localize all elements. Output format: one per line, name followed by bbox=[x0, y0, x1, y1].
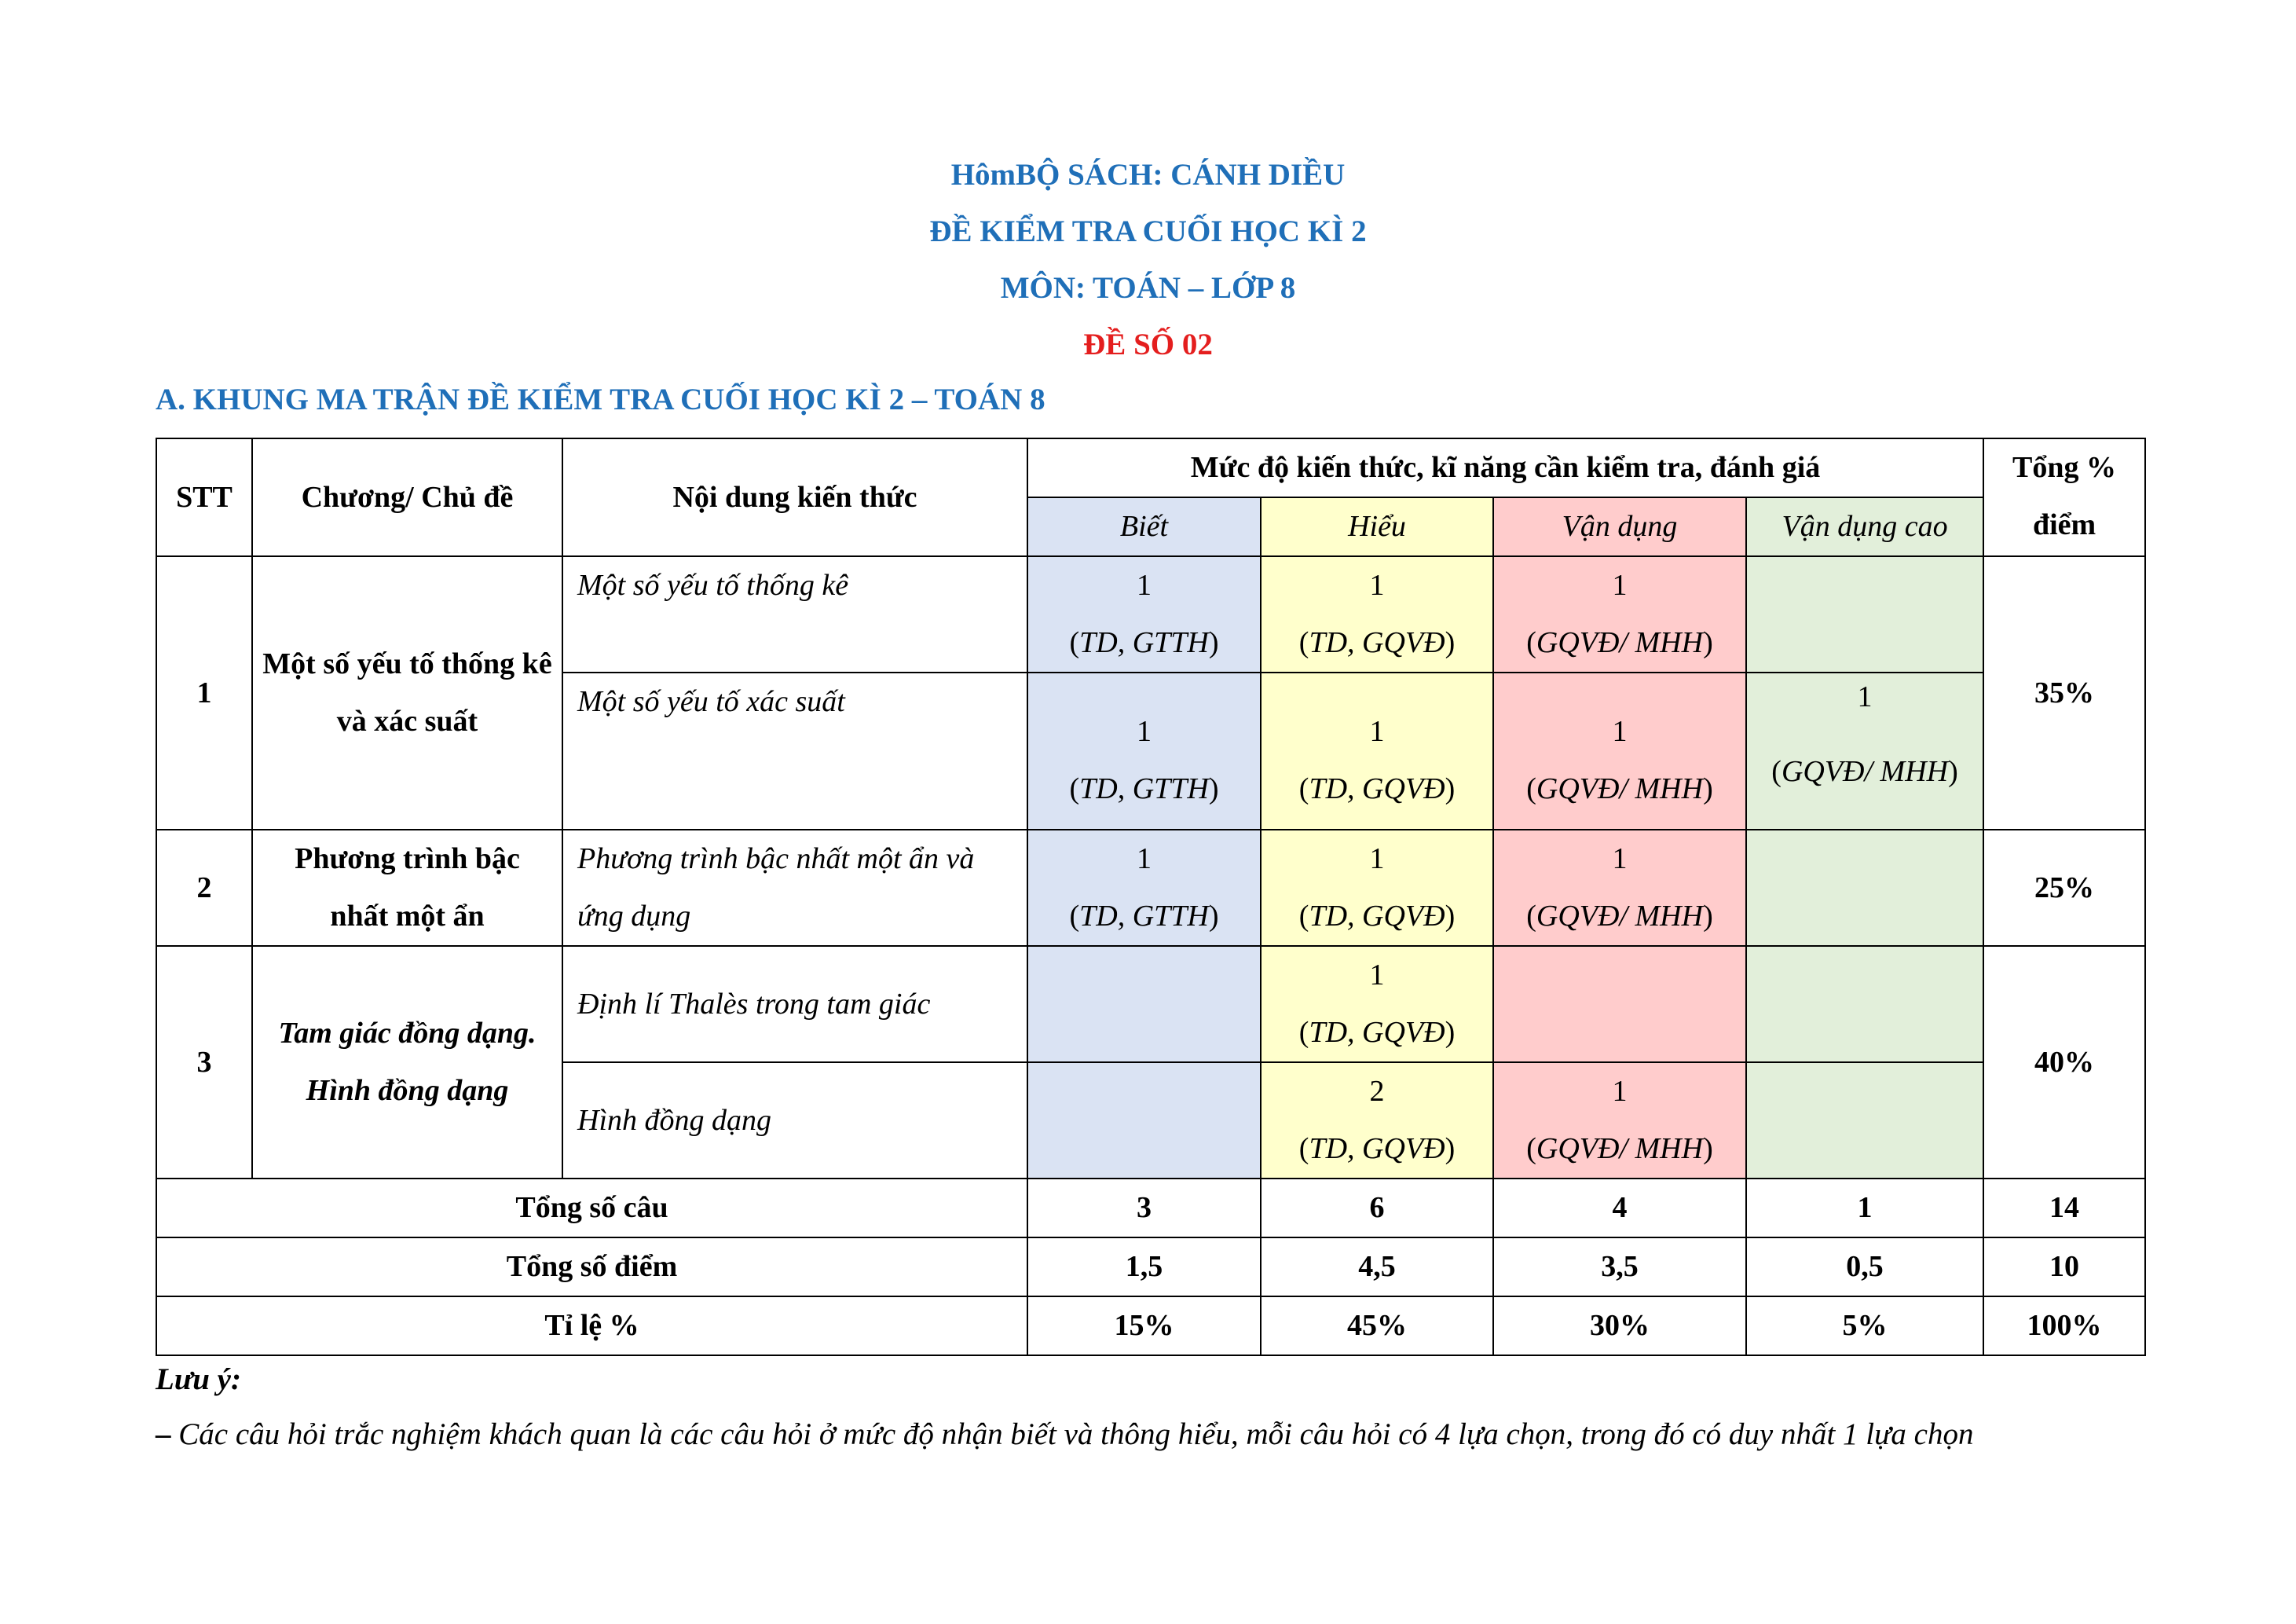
header-content: Nội dung kiến thức bbox=[562, 438, 1027, 556]
count-value: 1 bbox=[1369, 842, 1385, 875]
table-row bbox=[156, 946, 2145, 1062]
vandung-cell: 1 (GQVĐ/ MHH) bbox=[1493, 673, 1746, 830]
note-text bbox=[156, 1417, 2144, 1452]
header-level-vandung: Vận dụng bbox=[1493, 497, 1746, 556]
competency-code: TD, GTTH bbox=[1079, 900, 1209, 933]
exam-title: ĐỀ KIỂM TRA CUỐI HỌC KÌ 2 bbox=[929, 214, 1367, 248]
topic-cell: Tam giác đồng dạng. Hình đồng dạng bbox=[252, 946, 562, 1179]
total-row-questions bbox=[156, 1179, 2145, 1237]
vandungcao-cell bbox=[1746, 830, 1983, 946]
vandung-cell: 1 (GQVĐ/ MHH) bbox=[1493, 830, 1746, 946]
total-value: 6 bbox=[1261, 1179, 1493, 1237]
total-value: 30% bbox=[1493, 1296, 1746, 1355]
count-value: 1 bbox=[1369, 959, 1385, 992]
total-value: 10 bbox=[1983, 1237, 2145, 1296]
stt-cell: 3 bbox=[156, 946, 252, 1179]
matrix-table bbox=[156, 438, 2146, 1356]
competency-code: TD, GQVĐ bbox=[1309, 772, 1445, 805]
table-row bbox=[156, 830, 2145, 946]
stt-cell: 2 bbox=[156, 830, 252, 946]
table-row bbox=[156, 556, 2145, 673]
count-value: 1 bbox=[1612, 842, 1628, 875]
count-value: 1 bbox=[1612, 1075, 1628, 1108]
competency-code: TD, GQVĐ bbox=[1309, 1016, 1445, 1049]
content-cell: Một số yếu tố thống kê bbox=[562, 556, 1027, 673]
competency-code: GQVĐ/ MHH bbox=[1536, 1132, 1704, 1165]
topic-cell: Một số yếu tố thống kê và xác suất bbox=[252, 556, 562, 830]
hieu-cell: 1 (TD, GQVĐ) bbox=[1261, 556, 1493, 673]
header-level-group: Mức độ kiến thức, kĩ năng cần kiểm tra, đánh giá bbox=[1027, 438, 1983, 497]
count-value: 1 bbox=[1137, 569, 1152, 602]
biet-cell bbox=[1027, 1062, 1261, 1179]
count-value: 1 bbox=[1369, 715, 1385, 748]
note-title: Lưu ý: bbox=[156, 1362, 241, 1396]
vandung-cell: 1 (GQVĐ/ MHH) bbox=[1493, 556, 1746, 673]
total-label: Tổng số câu bbox=[156, 1179, 1027, 1237]
hieu-cell: 2 (TD, GQVĐ) bbox=[1261, 1062, 1493, 1179]
vandung-cell: 1 (GQVĐ/ MHH) bbox=[1493, 1062, 1746, 1179]
count-value: 1 bbox=[1137, 842, 1152, 875]
content-cell: Định lí Thalès trong tam giác bbox=[562, 946, 1027, 1062]
total-value: 0,5 bbox=[1746, 1237, 1983, 1296]
hieu-cell: 1 (TD, GQVĐ) bbox=[1261, 673, 1493, 830]
total-label: Tỉ lệ % bbox=[156, 1296, 1027, 1355]
content-cell: Phương trình bậc nhất một ẩn và ứng dụng bbox=[562, 830, 1027, 946]
percent-cell: 40% bbox=[1983, 946, 2145, 1179]
exam-number: ĐỀ SỐ 02 bbox=[1083, 328, 1213, 361]
total-label: Tổng số điểm bbox=[156, 1237, 1027, 1296]
total-value: 45% bbox=[1261, 1296, 1493, 1355]
total-row-percent bbox=[156, 1296, 2145, 1355]
vandungcao-cell bbox=[1746, 556, 1983, 673]
hieu-cell: 1 (TD, GQVĐ) bbox=[1261, 830, 1493, 946]
book-series-title: HômBỘ SÁCH: CÁNH DIỀU bbox=[950, 158, 1346, 192]
competency-code: TD, GQVĐ bbox=[1309, 1132, 1445, 1165]
header-level-biet: Biết bbox=[1027, 497, 1261, 556]
vandungcao-cell bbox=[1746, 1062, 1983, 1179]
subject-title: MÔN: TOÁN – LỚP 8 bbox=[1000, 271, 1296, 305]
count-value: 1 bbox=[1369, 569, 1385, 602]
total-value: 1 bbox=[1746, 1179, 1983, 1237]
total-value: 4 bbox=[1493, 1179, 1746, 1237]
competency-code: TD, GQVĐ bbox=[1309, 900, 1445, 933]
competency-code: TD, GTTH bbox=[1079, 772, 1209, 805]
total-value: 4,5 bbox=[1261, 1237, 1493, 1296]
note-line-1: Các câu hỏi trắc nghiệm khách quan là các câu hỏi ở mức độ nhận biết và thông hiểu, mỗi câu hỏi có 4 lựa chọn, trong đó có duy nhất 1 lựa chọn bbox=[178, 1417, 1974, 1451]
biet-cell: 1 (TD, GTTH) bbox=[1027, 673, 1261, 830]
header-row-1 bbox=[156, 438, 2145, 497]
total-value: 5% bbox=[1746, 1296, 1983, 1355]
vandungcao-cell: 1 (GQVĐ/ MHH) bbox=[1746, 673, 1983, 830]
total-value: 15% bbox=[1027, 1296, 1261, 1355]
topic-cell: Phương trình bậc nhất một ẩn bbox=[252, 830, 562, 946]
header-chapter: Chương/ Chủ đề bbox=[252, 438, 562, 556]
biet-cell: 1 (TD, GTTH) bbox=[1027, 830, 1261, 946]
header-stt: STT bbox=[156, 438, 252, 556]
header-total-percent: Tổng % điểm bbox=[1983, 438, 2145, 556]
competency-code: GQVĐ/ MHH bbox=[1536, 900, 1704, 933]
header-level-hieu: Hiểu bbox=[1261, 497, 1493, 556]
total-value: 3 bbox=[1027, 1179, 1261, 1237]
competency-code: TD, GTTH bbox=[1079, 626, 1209, 659]
header-level-vandungcao: Vận dụng cao bbox=[1746, 497, 1983, 556]
count-value: 1 bbox=[1137, 715, 1152, 748]
stt-cell: 1 bbox=[156, 556, 252, 830]
note-dash: – bbox=[156, 1417, 171, 1451]
count-value: 1 bbox=[1612, 569, 1628, 602]
competency-code: GQVĐ/ MHH bbox=[1536, 626, 1704, 659]
total-value: 14 bbox=[1983, 1179, 2145, 1237]
competency-code: GQVĐ/ MHH bbox=[1781, 755, 1949, 788]
competency-code: GQVĐ/ MHH bbox=[1536, 772, 1704, 805]
total-value: 100% bbox=[1983, 1296, 2145, 1355]
competency-code: TD, GQVĐ bbox=[1309, 626, 1445, 659]
count-value: 1 bbox=[1612, 715, 1628, 748]
percent-cell: 25% bbox=[1983, 830, 2145, 946]
count-value: 2 bbox=[1369, 1075, 1385, 1108]
content-cell: Một số yếu tố xác suất bbox=[562, 673, 1027, 830]
total-row-points bbox=[156, 1237, 2145, 1296]
biet-cell bbox=[1027, 946, 1261, 1062]
hieu-cell: 1 (TD, GQVĐ) bbox=[1261, 946, 1493, 1062]
percent-cell: 35% bbox=[1983, 556, 2145, 830]
total-value: 1,5 bbox=[1027, 1237, 1261, 1296]
section-title: A. KHUNG MA TRẬN ĐỀ KIỂM TRA CUỐI HỌC KÌ 2 – TOÁN 8 bbox=[156, 383, 1045, 416]
count-value: 1 bbox=[1857, 680, 1873, 713]
vandungcao-cell bbox=[1746, 946, 1983, 1062]
content-cell: Hình đồng dạng bbox=[562, 1062, 1027, 1179]
biet-cell: 1 (TD, GTTH) bbox=[1027, 556, 1261, 673]
vandung-cell bbox=[1493, 946, 1746, 1062]
total-value: 3,5 bbox=[1493, 1237, 1746, 1296]
